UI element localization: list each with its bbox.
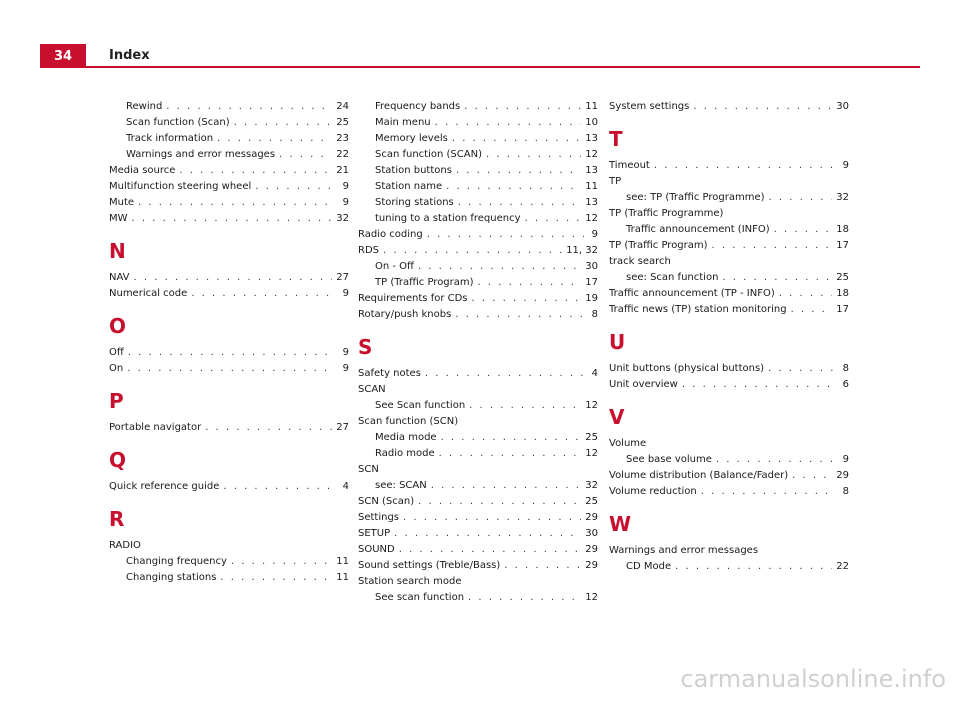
dot-leader: [455, 307, 584, 323]
page-number: 34: [40, 44, 86, 68]
index-entry-label: On: [109, 363, 124, 374]
dot-leader: [234, 115, 333, 131]
index-entry: [109, 479, 349, 495]
index-entry-label: See Scan function: [375, 400, 466, 411]
dot-leader: [191, 286, 335, 302]
watermark: carmanualsonline.info: [680, 665, 946, 693]
index-page-number: 13: [585, 165, 598, 176]
index-page-number: 4: [591, 368, 598, 379]
dot-leader: [458, 195, 582, 211]
dot-leader: [464, 99, 581, 115]
index-entry-label: Main menu: [375, 117, 431, 128]
index-entry-label: Track information: [126, 133, 214, 144]
index-entry-label: Volume distribution (Balance/Fader): [609, 470, 789, 481]
index-page-number: 11: [336, 572, 349, 583]
dot-leader: [128, 345, 335, 361]
index-entry: [358, 526, 598, 542]
index-page-number: 6: [842, 379, 849, 390]
index-page-number: 29: [585, 560, 598, 571]
index-subentry: [358, 115, 598, 131]
index-entry: [358, 542, 598, 558]
index-entry: [609, 302, 849, 318]
index-entry: [609, 484, 849, 500]
index-entry: [109, 211, 349, 227]
index-page-number: 12: [585, 448, 598, 459]
index-letter-heading: W: [609, 512, 632, 536]
index-entry: [109, 179, 349, 195]
index-entry-label: Settings: [358, 512, 400, 523]
index-entry-label: Memory levels: [375, 133, 448, 144]
index-entry-label: Media source: [109, 165, 176, 176]
index-subentry: [358, 147, 598, 163]
index-page-number: 17: [836, 304, 849, 315]
index-term: SCN: [358, 464, 379, 475]
index-entry-label: Scan function (SCAN): [375, 149, 482, 160]
index-page-number: 8: [591, 309, 598, 320]
index-entry-label: TP (Traffic Program): [375, 277, 474, 288]
index-entry: [109, 163, 349, 179]
header-rule: [40, 66, 920, 68]
index-entry-label: See scan function: [375, 592, 465, 603]
dot-leader: [654, 158, 835, 174]
index-subentry: [609, 559, 849, 575]
dot-leader: [220, 570, 332, 586]
index-entry: [109, 345, 349, 361]
index-page-number: 17: [585, 277, 598, 288]
index-page-number: 23: [336, 133, 349, 144]
index-letter-heading: V: [609, 405, 625, 429]
index-entry-label: SETUP: [358, 528, 391, 539]
index-entry-label: Off: [109, 347, 124, 358]
index-term: TP: [609, 176, 622, 187]
index-term: Scan function (SCN): [358, 416, 459, 427]
index-entry-label: Unit buttons (physical buttons): [609, 363, 765, 374]
index-subentry: [358, 163, 598, 179]
dot-leader: [132, 211, 333, 227]
index-entry: [109, 270, 349, 286]
index-page-number: 9: [342, 347, 349, 358]
index-entry-label: Sound settings (Treble/Bass): [358, 560, 501, 571]
dot-leader: [427, 227, 584, 243]
index-subentry: [609, 270, 849, 286]
index-page-number: 30: [585, 528, 598, 539]
index-page-number: 9: [342, 288, 349, 299]
index-page-number: 25: [585, 432, 598, 443]
dot-leader: [456, 163, 581, 179]
index-column-2: [358, 99, 598, 606]
dot-leader: [255, 179, 335, 195]
dot-leader: [472, 291, 582, 307]
index-page-number: 11, 32: [566, 245, 598, 256]
index-subentry: [609, 452, 849, 468]
index-page-number: 9: [342, 363, 349, 374]
dot-leader: [768, 361, 835, 377]
index-entry: [358, 366, 598, 382]
index-page-number: 9: [342, 197, 349, 208]
index-subentry: [109, 99, 349, 115]
dot-leader: [394, 526, 581, 542]
dot-leader: [435, 115, 582, 131]
index-entry: [358, 307, 598, 323]
index-entry-label: Timeout: [609, 160, 650, 171]
index-entry-label: On - Off: [375, 261, 414, 272]
index-term: Warnings and error messages: [609, 545, 759, 556]
index-term: track search: [609, 256, 671, 267]
index-entry: [358, 558, 598, 574]
index-entry-label: Warnings and error messages: [126, 149, 276, 160]
index-subentry: [358, 430, 598, 446]
index-page-number: 25: [836, 272, 849, 283]
index-entry-label: NAV: [109, 272, 130, 283]
index-entry-label: Frequency bands: [375, 101, 461, 112]
index-entry-label: Media mode: [375, 432, 437, 443]
index-page-number: 30: [836, 101, 849, 112]
dot-leader: [446, 179, 581, 195]
index-subentry: [609, 222, 849, 238]
index-entry-label: RDS: [358, 245, 379, 256]
dot-leader: [441, 430, 582, 446]
dot-leader: [774, 222, 833, 238]
index-page-number: 12: [585, 149, 598, 160]
index-page-number: 11: [585, 181, 598, 192]
dot-leader: [431, 478, 582, 494]
index-entry-label: TP (Traffic Program): [609, 240, 708, 251]
index-entry-label: See base volume: [626, 454, 712, 465]
index-letter-heading: O: [109, 314, 127, 338]
dot-leader: [205, 420, 332, 436]
index-entry-label: Requirements for CDs: [358, 293, 468, 304]
index-term: Station search mode: [358, 576, 462, 587]
index-page-number: 32: [836, 192, 849, 203]
index-entry: [358, 243, 598, 259]
index-page-number: 17: [836, 240, 849, 251]
dot-leader: [682, 377, 835, 393]
index-page-number: 8: [842, 486, 849, 497]
index-page-number: 25: [585, 496, 598, 507]
dot-leader: [452, 131, 581, 147]
index-page-number: 32: [585, 480, 598, 491]
index-letter-heading: N: [109, 239, 126, 263]
index-entry-label: Rotary/push knobs: [358, 309, 452, 320]
index-entry: [609, 99, 849, 115]
dot-leader: [403, 510, 581, 526]
dot-leader: [127, 361, 335, 377]
index-entry-label: see: SCAN: [375, 480, 427, 491]
index-page-number: 19: [585, 293, 598, 304]
index-entry-label: System settings: [609, 101, 690, 112]
index-entry-label: Safety notes: [358, 368, 421, 379]
index-entry: [358, 510, 598, 526]
index-entry-label: Station name: [375, 181, 443, 192]
index-entry-label: Changing stations: [126, 572, 217, 583]
dot-leader: [418, 494, 581, 510]
index-page-number: 24: [336, 101, 349, 112]
dot-leader: [279, 147, 332, 163]
index-entry: [609, 468, 849, 484]
index-page-number: 27: [336, 272, 349, 283]
index-page-number: 11: [336, 556, 349, 567]
index-page-number: 29: [585, 544, 598, 555]
index-term: Volume: [609, 438, 647, 449]
dot-leader: [791, 302, 833, 318]
index-page-number: 4: [342, 481, 349, 492]
index-subentry: [358, 179, 598, 195]
index-page-number: 11: [585, 101, 598, 112]
index-entry-label: Multifunction steering wheel: [109, 181, 252, 192]
index-subentry: [358, 398, 598, 414]
dot-leader: [383, 243, 562, 259]
index-letter-heading: S: [358, 335, 373, 359]
index-column-3: [609, 99, 849, 575]
page-header: [0, 0, 960, 68]
dot-leader: [722, 270, 832, 286]
dot-leader: [418, 259, 581, 275]
index-page-number: 12: [585, 400, 598, 411]
index-letter-heading: R: [109, 507, 125, 531]
dot-leader: [712, 238, 833, 254]
index-entry: [358, 291, 598, 307]
index-entry: [109, 286, 349, 302]
index-entry-label: Portable navigator: [109, 422, 202, 433]
index-subentry: [109, 147, 349, 163]
dot-leader: [166, 99, 332, 115]
index-entry: [358, 227, 598, 243]
index-subentry: [109, 131, 349, 147]
index-subentry: [109, 115, 349, 131]
dot-leader: [138, 195, 335, 211]
dot-leader: [223, 479, 335, 495]
index-subentry: [358, 195, 598, 211]
index-column-1: [109, 99, 349, 586]
index-letter-heading: T: [609, 127, 623, 151]
dot-leader: [779, 286, 833, 302]
index-page-number: 9: [842, 160, 849, 171]
index-page-number: 29: [836, 470, 849, 481]
index-letter-heading: Q: [109, 448, 127, 472]
index-entry: [109, 361, 349, 377]
dot-leader: [525, 211, 582, 227]
index-page-number: 22: [836, 561, 849, 572]
index-subentry: [358, 99, 598, 115]
index-page-number: 13: [585, 133, 598, 144]
index-letter-heading: P: [109, 389, 124, 413]
dot-leader: [504, 558, 581, 574]
index-entry: [358, 494, 598, 510]
index-entry: [609, 286, 849, 302]
index-page-number: 18: [836, 224, 849, 235]
dot-leader: [439, 446, 582, 462]
index-entry-label: MW: [109, 213, 128, 224]
index-entry-label: Unit overview: [609, 379, 678, 390]
page-title: Index: [109, 48, 150, 63]
dot-leader: [478, 275, 582, 291]
dot-leader: [769, 190, 833, 206]
dot-leader: [425, 366, 584, 382]
index-entry-label: Station buttons: [375, 165, 452, 176]
index-subentry: [358, 211, 598, 227]
index-subentry: [109, 570, 349, 586]
index-page-number: 27: [336, 422, 349, 433]
index-entry: [609, 361, 849, 377]
index-subentry: [358, 131, 598, 147]
index-term: SCAN: [358, 384, 386, 395]
dot-leader: [217, 131, 332, 147]
index-subentry: [609, 190, 849, 206]
index-subentry: [109, 554, 349, 570]
index-page-number: 10: [585, 117, 598, 128]
index-subentry: [358, 446, 598, 462]
index-entry-label: see: TP (Traffic Programme): [626, 192, 765, 203]
index-page-number: 13: [585, 197, 598, 208]
index-page-number: 9: [842, 454, 849, 465]
index-letter-heading: U: [609, 330, 626, 354]
index-entry: [609, 158, 849, 174]
index-term: RADIO: [109, 540, 141, 551]
dot-leader: [716, 452, 835, 468]
index-subentry: [358, 259, 598, 275]
index-subentry: [358, 275, 598, 291]
dot-leader: [231, 554, 332, 570]
index-subentry: [358, 478, 598, 494]
dot-leader: [469, 398, 581, 414]
index-entry-label: Traffic announcement (INFO): [626, 224, 770, 235]
index-entry-label: Traffic announcement (TP - INFO): [609, 288, 775, 299]
dot-leader: [468, 590, 581, 606]
index-subentry: [358, 590, 598, 606]
index-page-number: 12: [585, 213, 598, 224]
index-page-number: 21: [336, 165, 349, 176]
index-entry-label: Rewind: [126, 101, 163, 112]
index-page-number: 12: [585, 592, 598, 603]
dot-leader: [792, 468, 832, 484]
index-entry-label: Changing frequency: [126, 556, 227, 567]
index-page-number: 25: [336, 117, 349, 128]
dot-leader: [486, 147, 581, 163]
index-entry-label: tuning to a station frequency: [375, 213, 521, 224]
dot-leader: [399, 542, 582, 558]
index-page-number: 9: [591, 229, 598, 240]
index-entry: [109, 195, 349, 211]
index-entry-label: CD Mode: [626, 561, 672, 572]
dot-leader: [701, 484, 835, 500]
index-page-number: 30: [585, 261, 598, 272]
index-entry: [109, 420, 349, 436]
index-entry-label: Quick reference guide: [109, 481, 220, 492]
index-entry-label: Traffic news (TP) station monitoring: [609, 304, 787, 315]
dot-leader: [134, 270, 333, 286]
index-term: TP (Traffic Programme): [609, 208, 724, 219]
index-entry-label: Scan function (Scan): [126, 117, 230, 128]
index-entry-label: see: Scan function: [626, 272, 719, 283]
index-entry-label: Mute: [109, 197, 135, 208]
index-page-number: 32: [336, 213, 349, 224]
index-entry: [609, 238, 849, 254]
index-page-number: 29: [585, 512, 598, 523]
index-page-number: 8: [842, 363, 849, 374]
index-page-number: 9: [342, 181, 349, 192]
index-entry-label: SCN (Scan): [358, 496, 415, 507]
index-entry: [609, 377, 849, 393]
dot-leader: [693, 99, 832, 115]
index-page-number: 18: [836, 288, 849, 299]
index-entry-label: Storing stations: [375, 197, 454, 208]
index-entry-label: Numerical code: [109, 288, 188, 299]
dot-leader: [179, 163, 332, 179]
index-entry-label: SOUND: [358, 544, 395, 555]
index-entry-label: Volume reduction: [609, 486, 697, 497]
index-page-number: 22: [336, 149, 349, 160]
index-entry-label: Radio coding: [358, 229, 423, 240]
dot-leader: [675, 559, 832, 575]
index-entry-label: Radio mode: [375, 448, 435, 459]
